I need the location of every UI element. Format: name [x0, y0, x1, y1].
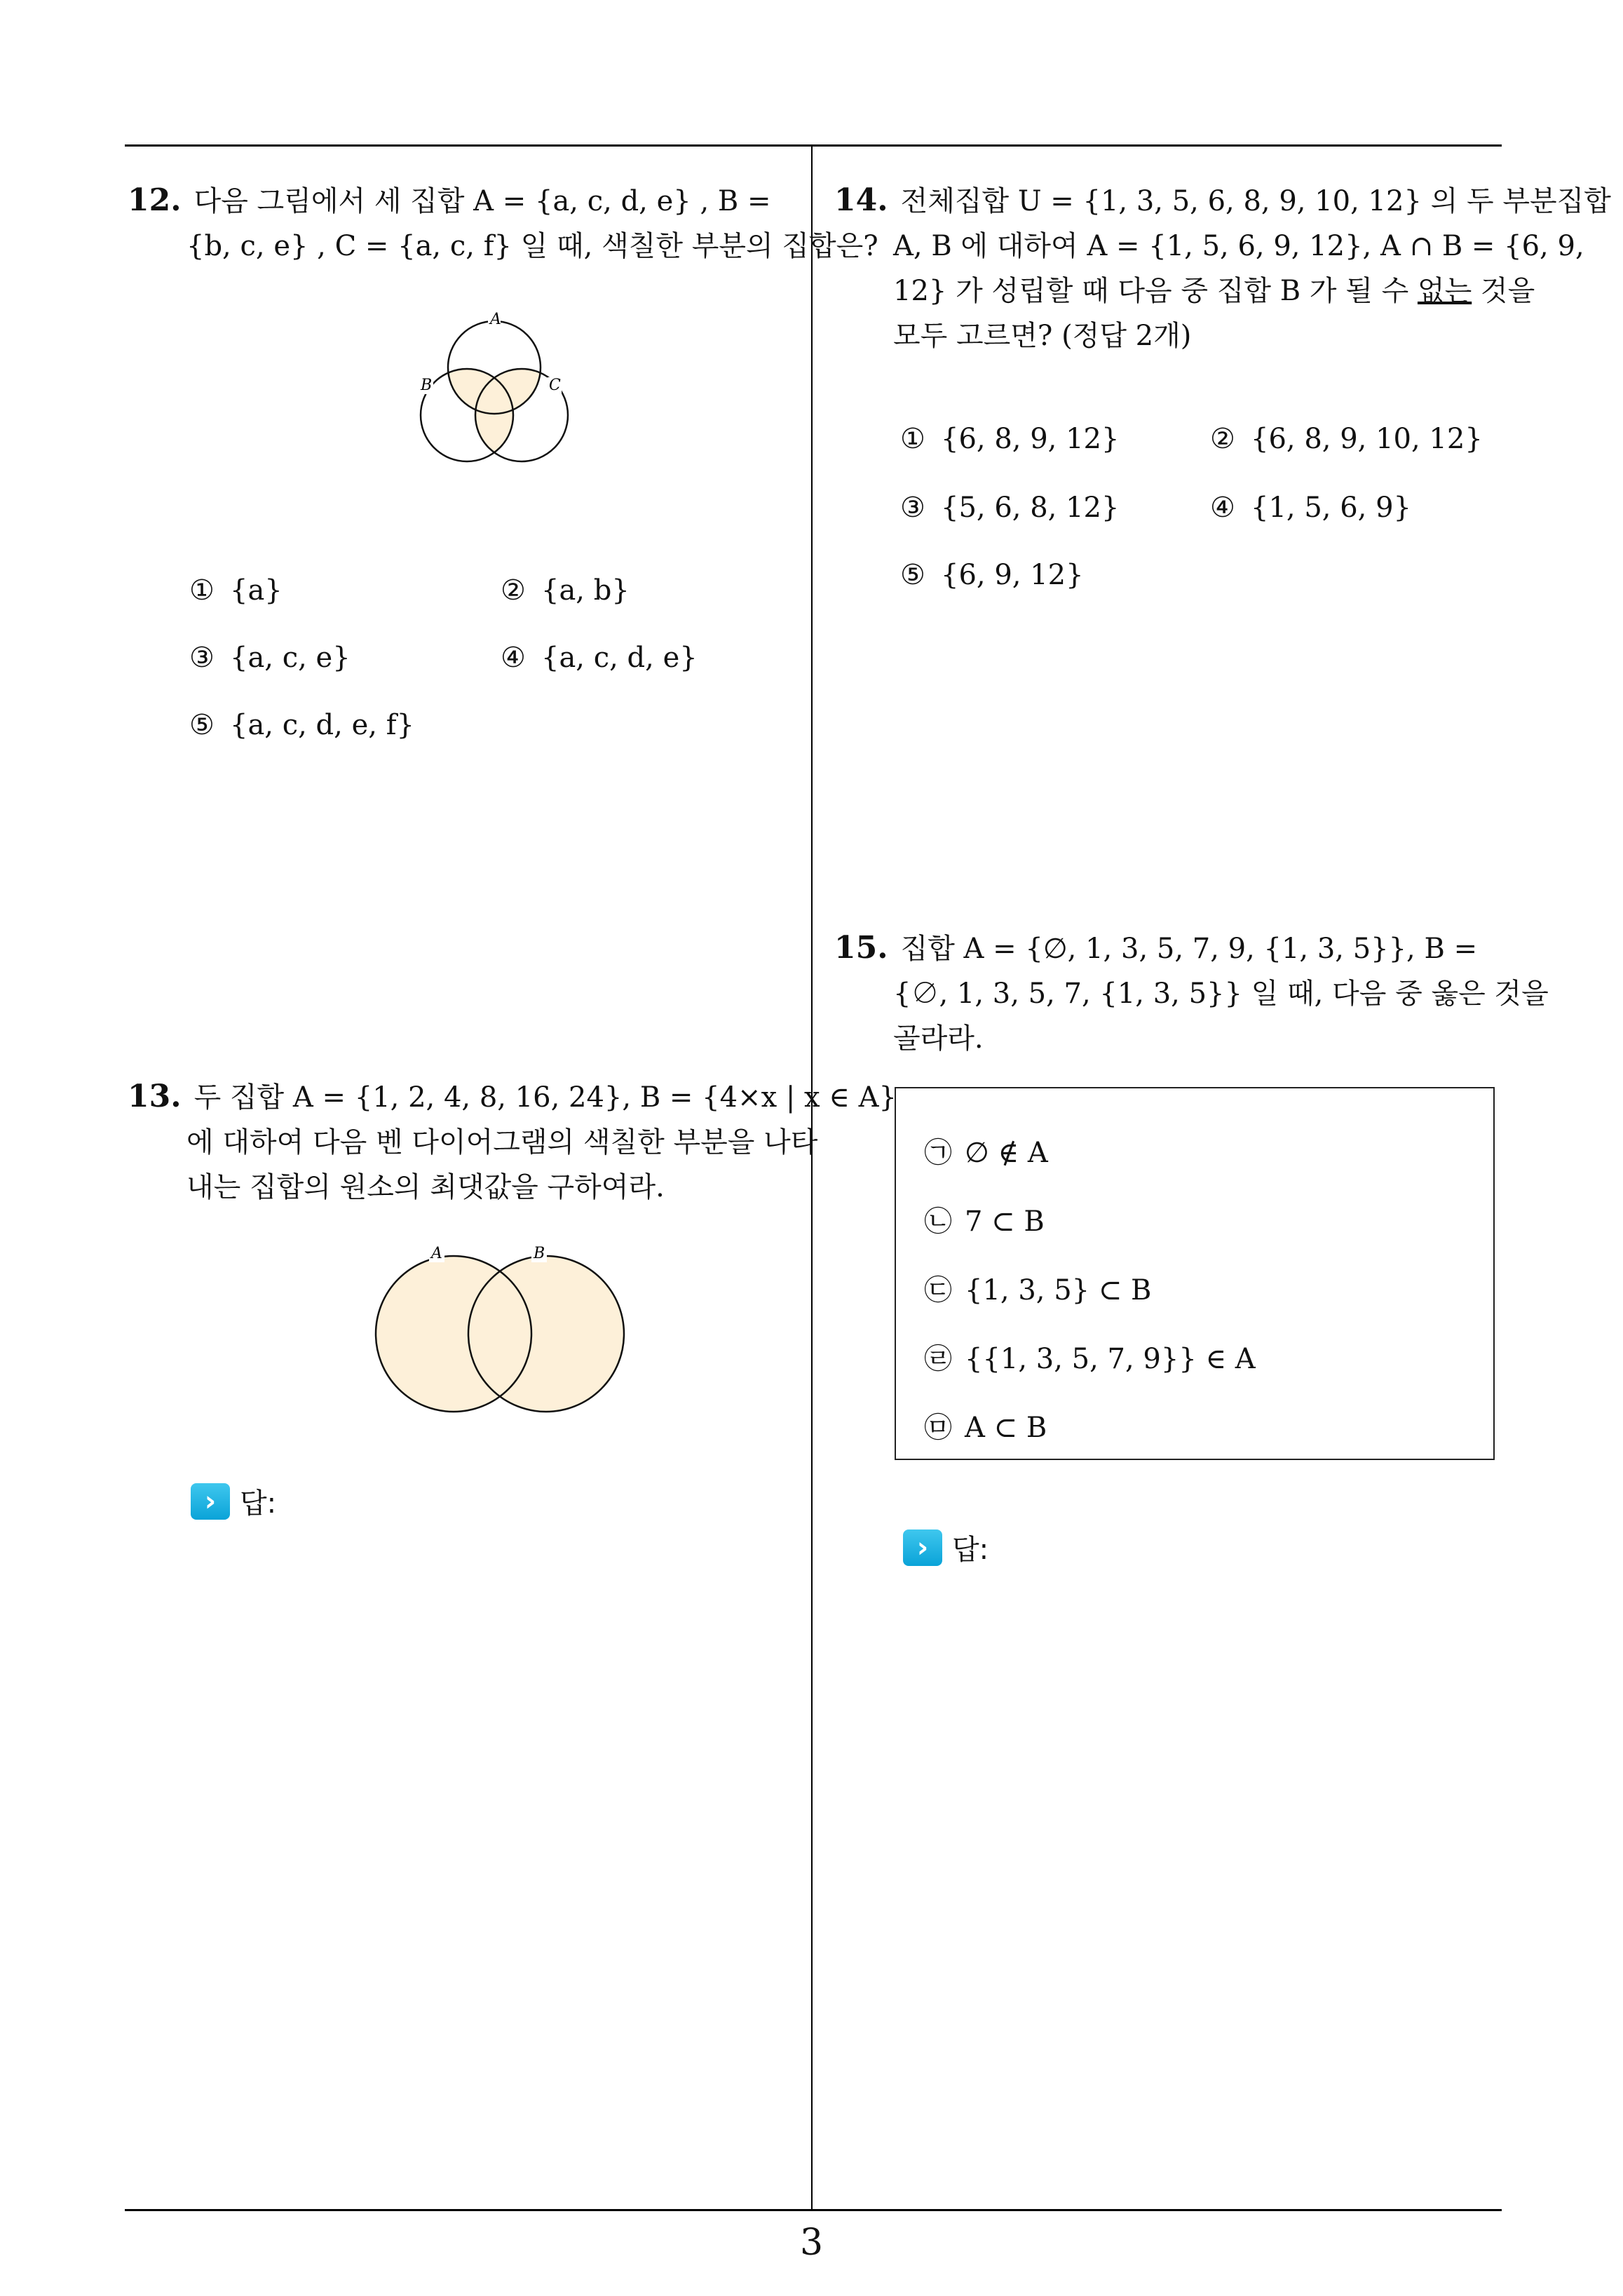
option-2[interactable] — [1210, 422, 1483, 456]
question-text-line: 12} 가 성립할 때 다음 중 집합 B 가 될 수 — [893, 275, 1418, 307]
option-text: {6, 8, 9, 10, 12} — [1251, 423, 1483, 455]
option-1[interactable] — [189, 574, 283, 607]
statement-marker: ㉡ — [924, 1206, 952, 1238]
statement-item — [924, 1199, 1045, 1239]
question-text-line: 것을 — [1472, 275, 1535, 307]
statement-text: A ⊂ B — [965, 1412, 1047, 1444]
statement-item — [924, 1130, 1048, 1170]
question-number: 12. — [128, 182, 182, 218]
option-text: {6, 9, 12} — [941, 559, 1084, 591]
option-1[interactable] — [900, 422, 1119, 456]
question-14 — [834, 178, 1611, 358]
option-4[interactable] — [1210, 491, 1411, 525]
question-text-line: 에 대하여 다음 벤 다이어그램의 색칠한 부분을 나타 — [186, 1126, 818, 1159]
answer-label: 답: — [240, 1487, 277, 1520]
option-4[interactable] — [501, 641, 698, 675]
question-text-line: 집합 A = {∅, 1, 3, 5, 7, 9, {1, 3, 5}}, B = — [900, 933, 1478, 965]
option-marker: ② — [501, 574, 526, 607]
column-divider — [811, 144, 813, 2210]
question-text-line: A, B 에 대하여 A = {1, 5, 6, 9, 12}, A ∩ B = {6, 9, — [893, 230, 1584, 262]
option-text: {a} — [230, 574, 283, 607]
statement-marker: ㉤ — [924, 1412, 952, 1444]
question-number: 15. — [834, 930, 888, 966]
option-marker: ① — [189, 574, 215, 607]
statement-item — [924, 1268, 1151, 1308]
option-text: {a, c, d, e, f} — [230, 709, 414, 741]
statement-item — [924, 1337, 1256, 1377]
question-15 — [834, 926, 1549, 1061]
option-3[interactable] — [189, 641, 351, 675]
statement-marker: ㉣ — [924, 1343, 952, 1375]
statement-text: {1, 3, 5} ⊂ B — [965, 1274, 1152, 1306]
label-b: B — [421, 377, 433, 394]
question-text-line: {∅, 1, 3, 5, 7, {1, 3, 5}} 일 때, 다음 중 옳은 것을 — [893, 978, 1549, 1010]
statement-text: {{1, 3, 5, 7, 9}} ∈ A — [965, 1343, 1256, 1375]
option-3[interactable] — [900, 491, 1119, 525]
question-text-line: 전체집합 U = {1, 3, 5, 6, 8, 9, 10, 12} 의 두 부분집합 — [900, 185, 1611, 217]
option-text: {5, 6, 8, 12} — [941, 492, 1120, 524]
option-5[interactable] — [900, 558, 1084, 592]
answer-field-15[interactable] — [903, 1527, 989, 1567]
statement-marker: ㉠ — [924, 1137, 952, 1169]
option-text: {6, 8, 9, 12} — [941, 423, 1120, 455]
question-text-line: 골라라. — [893, 1022, 984, 1055]
bottom-rule — [125, 2209, 1502, 2211]
option-marker: ④ — [501, 642, 526, 674]
question-13 — [128, 1074, 897, 1210]
question-text-line: 모두 고르면? (정답 2개) — [893, 320, 1192, 352]
answer-label: 답: — [952, 1534, 989, 1566]
statement-text: ∅ ∉ A — [965, 1137, 1048, 1169]
option-marker: ③ — [189, 642, 215, 674]
venn-diagram-three-sets — [407, 302, 582, 477]
chevron-right-icon: › — [903, 1529, 942, 1566]
statement-text: 7 ⊂ B — [965, 1206, 1045, 1238]
question-text-line: 두 집합 A = {1, 2, 4, 8, 16, 24}, B = {4×x | x ∈ A} — [193, 1081, 897, 1114]
question-number: 13. — [128, 1079, 182, 1114]
option-5[interactable] — [189, 708, 414, 742]
label-b: B — [534, 1245, 545, 1262]
chevron-right-icon: › — [191, 1483, 230, 1520]
option-text: {a, b} — [541, 574, 630, 607]
statement-marker: ㉢ — [924, 1274, 952, 1306]
option-marker: ⑤ — [900, 559, 925, 591]
option-text: {a, c, d, e} — [541, 642, 698, 674]
top-rule — [125, 144, 1502, 147]
statement-item — [924, 1405, 1047, 1445]
page-number: 3 — [799, 2222, 824, 2264]
label-a: A — [490, 311, 501, 328]
underlined-word: 없는 — [1417, 275, 1472, 307]
question-text-line: {b, c, e} , C = {a, c, f} 일 때, 색칠한 부분의 집합은? — [186, 230, 878, 262]
answer-field-13[interactable] — [191, 1481, 276, 1521]
question-text-line: 내는 집합의 원소의 최댓값을 구하여라. — [186, 1171, 665, 1203]
label-c: C — [549, 377, 561, 394]
option-marker: ④ — [1210, 492, 1235, 524]
question-number: 14. — [834, 182, 888, 218]
statements-box — [895, 1087, 1495, 1460]
option-2[interactable] — [501, 574, 630, 607]
venn-diagram-two-sets — [351, 1241, 645, 1424]
option-text: {a, c, e} — [230, 642, 351, 674]
option-text: {1, 5, 6, 9} — [1251, 492, 1411, 524]
option-marker: ⑤ — [189, 709, 215, 741]
question-text-line: 다음 그림에서 세 집합 A = {a, c, d, e} , B = — [193, 185, 771, 217]
label-a: A — [431, 1245, 442, 1262]
option-marker: ③ — [900, 492, 925, 524]
option-marker: ① — [900, 423, 925, 455]
option-marker: ② — [1210, 423, 1235, 455]
